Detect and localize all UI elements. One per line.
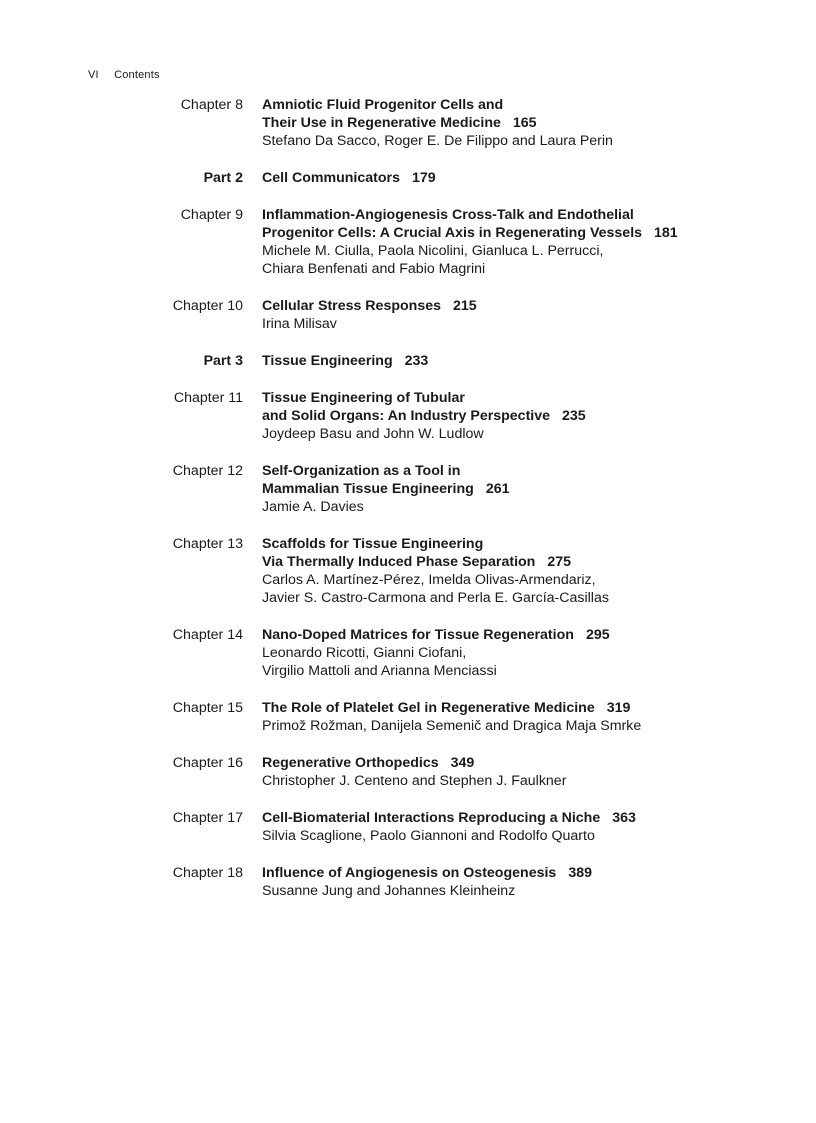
chapter-label: Chapter 18 <box>172 865 243 881</box>
entry-authors <box>262 571 816 607</box>
part-label: Part 3 <box>203 353 243 369</box>
author-line: Susanne Jung and Johannes Kleinheinz <box>262 883 516 899</box>
toc-chapter-entry <box>0 809 816 845</box>
toc-chapter-entry <box>0 389 816 443</box>
page-number: 179 <box>411 170 436 186</box>
toc-chapter-entry <box>0 626 816 680</box>
entry-title-line <box>262 626 816 644</box>
entry-title-text: Amniotic Fluid Progenitor Cells and <box>262 97 504 113</box>
author-line: Silvia Scaglione, Paolo Giannoni and Rodolfo Quarto <box>262 828 595 844</box>
toc-chapter-entry <box>0 206 816 278</box>
entry-title-line <box>262 169 816 187</box>
header-page-number: VI <box>88 69 99 81</box>
entry-title-line <box>262 754 816 772</box>
entry-title-text: Tissue Engineering <box>262 353 393 369</box>
page-number: 165 <box>512 115 537 131</box>
chapter-label: Chapter 11 <box>173 390 243 406</box>
entry-title <box>262 809 816 827</box>
page-number: 319 <box>606 700 631 716</box>
entry-title-line <box>262 553 816 571</box>
header-section-title: Contents <box>114 69 160 81</box>
entry-title-line <box>262 96 816 114</box>
entry-authors <box>262 717 816 735</box>
entry-title-line <box>262 480 816 498</box>
entry-title-line <box>262 462 816 480</box>
entry-title-text: Influence of Angiogenesis on Osteogenesis <box>262 865 557 881</box>
toc-chapter-entry <box>0 754 816 790</box>
chapter-label: Chapter 13 <box>172 536 243 552</box>
entry-authors <box>262 425 816 443</box>
entry-authors <box>262 132 816 150</box>
entry-authors <box>262 772 816 790</box>
entry-title-line <box>262 114 816 132</box>
entry-title <box>262 352 816 370</box>
toc-chapter-entry <box>0 864 816 900</box>
page-number: 363 <box>612 810 636 826</box>
entry-title-line <box>262 535 816 553</box>
toc-chapter-entry <box>0 96 816 150</box>
entry-title-line <box>262 699 816 717</box>
entry-title-text: Cell-Biomaterial Interactions Reproducing a Niche <box>262 810 601 826</box>
entry-authors <box>262 498 816 516</box>
entry-title-text: and Solid Organs: An Industry Perspective <box>262 408 551 424</box>
chapter-label: Chapter 10 <box>172 298 243 314</box>
author-line: Javier S. Castro-Carmona and Perla E. García-Casillas <box>262 590 609 606</box>
chapter-label: Chapter 16 <box>172 755 243 771</box>
entry-title-text: Via Thermally Induced Phase Separation <box>262 554 536 570</box>
page-number: 349 <box>450 755 475 771</box>
author-line: Irina Milisav <box>262 316 337 332</box>
entry-title <box>262 96 816 132</box>
entry-title-line <box>262 407 816 425</box>
entry-title-text: Their Use in Regenerative Medicine <box>262 115 501 131</box>
entry-title-text: Scaffolds for Tissue Engineering <box>262 536 484 552</box>
entry-title-text: Mammalian Tissue Engineering <box>262 481 474 497</box>
author-line: Joydeep Basu and John W. Ludlow <box>262 426 484 442</box>
author-line: Christopher J. Centeno and Stephen J. Faulkner <box>262 773 567 789</box>
author-line: Michele M. Ciulla, Paola Nicolini, Gianluca L. Perrucci, <box>262 243 604 259</box>
entry-title-line <box>262 352 816 370</box>
chapter-label: Chapter 17 <box>172 810 243 826</box>
entry-title-text: Cell Communicators <box>262 170 400 186</box>
entry-title <box>262 626 816 644</box>
author-line: Leonardo Ricotti, Gianni Ciofani, <box>262 645 467 661</box>
entry-title-text: Inflammation-Angiogenesis Cross-Talk and Endothelial <box>262 207 634 223</box>
entry-title-text: Regenerative Orthopedics <box>262 755 439 771</box>
page-number: 295 <box>585 627 610 643</box>
entry-title-line <box>262 297 816 315</box>
page-number: 215 <box>453 298 477 314</box>
author-line: Jamie A. Davies <box>262 499 364 515</box>
entry-title <box>262 864 816 882</box>
entry-authors <box>262 644 816 680</box>
entry-title <box>262 169 816 187</box>
toc-chapter-entry <box>0 297 816 333</box>
entry-title-text: Progenitor Cells: A Crucial Axis in Regenerating Vessels <box>262 225 643 241</box>
entry-title-line <box>262 864 816 882</box>
entry-title <box>262 462 816 498</box>
part-label: Part 2 <box>203 170 243 186</box>
entry-title <box>262 535 816 571</box>
author-line: Primož Rožman, Danijela Semenič and Dragica Maja Smrke <box>262 718 642 734</box>
entry-title-text: Nano-Doped Matrices for Tissue Regeneration <box>262 627 574 643</box>
page-number: 235 <box>562 408 586 424</box>
chapter-label: Chapter 8 <box>180 97 243 113</box>
page-number: 261 <box>485 481 510 497</box>
entry-title <box>262 754 816 772</box>
toc-part-entry <box>0 169 816 187</box>
table-of-contents <box>0 96 816 900</box>
entry-title-line <box>262 809 816 827</box>
entry-title-line <box>262 224 816 242</box>
chapter-label: Chapter 9 <box>180 207 243 223</box>
entry-title-text: The Role of Platelet Gel in Regenerative Medicine <box>262 700 595 716</box>
entry-title-line <box>262 389 816 407</box>
entry-title-text: Self-Organization as a Tool in <box>262 463 461 479</box>
page-number: 233 <box>404 353 429 369</box>
author-line: Virgilio Mattoli and Arianna Menciassi <box>262 663 497 679</box>
chapter-label: Chapter 15 <box>172 700 243 716</box>
author-line: Carlos A. Martínez-Pérez, Imelda Olivas-Armendariz, <box>262 572 596 588</box>
page-number: 275 <box>547 554 572 570</box>
entry-title <box>262 297 816 315</box>
entry-authors <box>262 827 816 845</box>
entry-title-text: Cellular Stress Responses <box>262 298 441 314</box>
entry-authors <box>262 242 816 278</box>
entry-title <box>262 699 816 717</box>
entry-title <box>262 206 816 242</box>
toc-part-entry <box>0 352 816 370</box>
entry-authors <box>262 315 816 333</box>
author-line: Chiara Benfenati and Fabio Magrini <box>262 261 486 277</box>
entry-title-line <box>262 206 816 224</box>
page-number: 181 <box>654 225 678 241</box>
toc-chapter-entry <box>0 462 816 516</box>
running-head <box>88 69 160 81</box>
page-number: 389 <box>568 865 592 881</box>
toc-chapter-entry <box>0 699 816 735</box>
chapter-label: Chapter 14 <box>172 627 243 643</box>
entry-title <box>262 389 816 425</box>
toc-chapter-entry <box>0 535 816 607</box>
entry-title-text: Tissue Engineering of Tubular <box>262 390 465 406</box>
author-line: Stefano Da Sacco, Roger E. De Filippo and Laura Perin <box>262 133 613 149</box>
entry-authors <box>262 882 816 900</box>
chapter-label: Chapter 12 <box>172 463 243 479</box>
